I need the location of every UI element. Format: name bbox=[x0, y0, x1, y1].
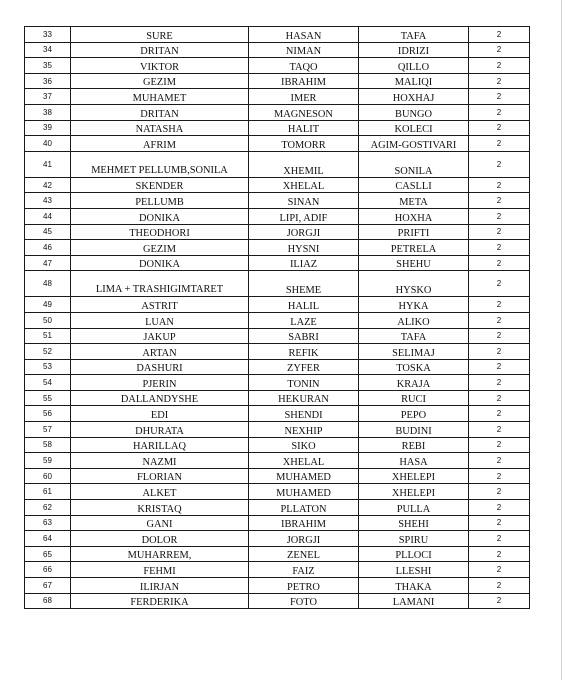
middle-name-cell: XHEMIL bbox=[249, 151, 359, 177]
last-name-cell: XHELEPI bbox=[359, 484, 469, 500]
last-name-cell: BUDINI bbox=[359, 422, 469, 438]
row-number-cell: 64 bbox=[25, 531, 71, 547]
value-cell: 2 bbox=[469, 136, 530, 152]
first-name-cell: HARILLAQ bbox=[71, 437, 249, 453]
middle-name-cell: HALIL bbox=[249, 297, 359, 313]
first-name-cell: ARTAN bbox=[71, 344, 249, 360]
last-name-cell: XHELEPI bbox=[359, 468, 469, 484]
row-number-cell: 53 bbox=[25, 359, 71, 375]
first-name-cell: PJERIN bbox=[71, 375, 249, 391]
row-number-cell: 67 bbox=[25, 578, 71, 594]
value-cell: 2 bbox=[469, 312, 530, 328]
row-number-cell: 46 bbox=[25, 240, 71, 256]
row-number-cell: 68 bbox=[25, 593, 71, 609]
last-name-cell: PULLA bbox=[359, 500, 469, 516]
value-cell: 2 bbox=[469, 578, 530, 594]
table-row bbox=[25, 593, 530, 609]
first-name-cell: GEZIM bbox=[71, 240, 249, 256]
table-row bbox=[25, 578, 530, 594]
row-number-cell: 62 bbox=[25, 500, 71, 516]
first-name-cell: MEHMET PELLUMB,SONILA bbox=[71, 151, 249, 177]
last-name-cell: TOSKA bbox=[359, 359, 469, 375]
value-cell: 2 bbox=[469, 271, 530, 297]
last-name-cell: QILLO bbox=[359, 58, 469, 74]
last-name-cell: PRIFTI bbox=[359, 224, 469, 240]
first-name-cell: ILIRJAN bbox=[71, 578, 249, 594]
roster-table-body bbox=[25, 27, 530, 609]
middle-name-cell: TAQO bbox=[249, 58, 359, 74]
first-name-cell: GANI bbox=[71, 515, 249, 531]
last-name-cell: HYKA bbox=[359, 297, 469, 313]
row-number-cell: 55 bbox=[25, 390, 71, 406]
first-name-cell: NATASHA bbox=[71, 120, 249, 136]
middle-name-cell: PLLATON bbox=[249, 500, 359, 516]
table-row bbox=[25, 546, 530, 562]
table-row bbox=[25, 27, 530, 43]
value-cell: 2 bbox=[469, 89, 530, 105]
table-row bbox=[25, 89, 530, 105]
table-row bbox=[25, 500, 530, 516]
first-name-cell: VIKTOR bbox=[71, 58, 249, 74]
table-row bbox=[25, 484, 530, 500]
value-cell: 2 bbox=[469, 208, 530, 224]
table-row bbox=[25, 531, 530, 547]
last-name-cell: IDRIZI bbox=[359, 42, 469, 58]
table-row bbox=[25, 453, 530, 469]
last-name-cell: HOXHA bbox=[359, 208, 469, 224]
first-name-cell: SKENDER bbox=[71, 177, 249, 193]
table-row bbox=[25, 151, 530, 177]
first-name-cell: MUHARREM, bbox=[71, 546, 249, 562]
row-number-cell: 66 bbox=[25, 562, 71, 578]
middle-name-cell: LAZE bbox=[249, 312, 359, 328]
row-number-cell: 35 bbox=[25, 58, 71, 74]
last-name-cell: SELIMAJ bbox=[359, 344, 469, 360]
table-row bbox=[25, 255, 530, 271]
row-number-cell: 54 bbox=[25, 375, 71, 391]
middle-name-cell: TONIN bbox=[249, 375, 359, 391]
table-row bbox=[25, 312, 530, 328]
value-cell: 2 bbox=[469, 390, 530, 406]
last-name-cell: MALIQI bbox=[359, 73, 469, 89]
middle-name-cell: JORGJI bbox=[249, 531, 359, 547]
middle-name-cell: IBRAHIM bbox=[249, 73, 359, 89]
table-row bbox=[25, 515, 530, 531]
table-row bbox=[25, 177, 530, 193]
row-number-cell: 60 bbox=[25, 468, 71, 484]
middle-name-cell: HASAN bbox=[249, 27, 359, 43]
value-cell: 2 bbox=[469, 297, 530, 313]
value-cell: 2 bbox=[469, 73, 530, 89]
table-row bbox=[25, 42, 530, 58]
value-cell: 2 bbox=[469, 562, 530, 578]
value-cell: 2 bbox=[469, 422, 530, 438]
row-number-cell: 39 bbox=[25, 120, 71, 136]
row-number-cell: 61 bbox=[25, 484, 71, 500]
first-name-cell: SURE bbox=[71, 27, 249, 43]
first-name-cell: FLORIAN bbox=[71, 468, 249, 484]
row-number-cell: 41 bbox=[25, 151, 71, 177]
first-name-cell: THEODHORI bbox=[71, 224, 249, 240]
value-cell: 2 bbox=[469, 359, 530, 375]
first-name-cell: DALLANDYSHE bbox=[71, 390, 249, 406]
first-name-cell: JAKUP bbox=[71, 328, 249, 344]
last-name-cell: RUCI bbox=[359, 390, 469, 406]
page-edge-line bbox=[561, 0, 562, 680]
row-number-cell: 52 bbox=[25, 344, 71, 360]
row-number-cell: 34 bbox=[25, 42, 71, 58]
row-number-cell: 33 bbox=[25, 27, 71, 43]
middle-name-cell: HALIT bbox=[249, 120, 359, 136]
last-name-cell: SHEHI bbox=[359, 515, 469, 531]
middle-name-cell: SHENDI bbox=[249, 406, 359, 422]
value-cell: 2 bbox=[469, 27, 530, 43]
table-row bbox=[25, 390, 530, 406]
middle-name-cell: IMER bbox=[249, 89, 359, 105]
value-cell: 2 bbox=[469, 193, 530, 209]
table-row bbox=[25, 468, 530, 484]
last-name-cell: CASLLI bbox=[359, 177, 469, 193]
row-number-cell: 42 bbox=[25, 177, 71, 193]
value-cell: 2 bbox=[469, 177, 530, 193]
last-name-cell: TAFA bbox=[359, 27, 469, 43]
middle-name-cell: SINAN bbox=[249, 193, 359, 209]
row-number-cell: 48 bbox=[25, 271, 71, 297]
value-cell: 2 bbox=[469, 58, 530, 74]
last-name-cell: META bbox=[359, 193, 469, 209]
last-name-cell: AGIM-GOSTIVARI bbox=[359, 136, 469, 152]
last-name-cell: PEPO bbox=[359, 406, 469, 422]
value-cell: 2 bbox=[469, 344, 530, 360]
last-name-cell: PETRELA bbox=[359, 240, 469, 256]
row-number-cell: 47 bbox=[25, 255, 71, 271]
table-row bbox=[25, 271, 530, 297]
row-number-cell: 56 bbox=[25, 406, 71, 422]
first-name-cell: DONIKA bbox=[71, 208, 249, 224]
row-number-cell: 50 bbox=[25, 312, 71, 328]
first-name-cell: FERDERIKA bbox=[71, 593, 249, 609]
row-number-cell: 37 bbox=[25, 89, 71, 105]
first-name-cell: DRITAN bbox=[71, 104, 249, 120]
first-name-cell: MUHAMET bbox=[71, 89, 249, 105]
row-number-cell: 58 bbox=[25, 437, 71, 453]
first-name-cell: NAZMI bbox=[71, 453, 249, 469]
last-name-cell: HOXHAJ bbox=[359, 89, 469, 105]
table-row bbox=[25, 120, 530, 136]
value-cell: 2 bbox=[469, 375, 530, 391]
first-name-cell: EDI bbox=[71, 406, 249, 422]
last-name-cell: SPIRU bbox=[359, 531, 469, 547]
value-cell: 2 bbox=[469, 224, 530, 240]
table-row bbox=[25, 193, 530, 209]
table-row bbox=[25, 375, 530, 391]
table-row bbox=[25, 208, 530, 224]
middle-name-cell: NIMAN bbox=[249, 42, 359, 58]
row-number-cell: 44 bbox=[25, 208, 71, 224]
middle-name-cell: REFIK bbox=[249, 344, 359, 360]
row-number-cell: 38 bbox=[25, 104, 71, 120]
value-cell: 2 bbox=[469, 42, 530, 58]
table-row bbox=[25, 562, 530, 578]
first-name-cell: PELLUMB bbox=[71, 193, 249, 209]
middle-name-cell: ZENEL bbox=[249, 546, 359, 562]
table-row bbox=[25, 359, 530, 375]
row-number-cell: 49 bbox=[25, 297, 71, 313]
row-number-cell: 63 bbox=[25, 515, 71, 531]
last-name-cell: KRAJA bbox=[359, 375, 469, 391]
middle-name-cell: ILIAZ bbox=[249, 255, 359, 271]
middle-name-cell: MUHAMED bbox=[249, 468, 359, 484]
first-name-cell: DRITAN bbox=[71, 42, 249, 58]
first-name-cell: DHURATA bbox=[71, 422, 249, 438]
table-row bbox=[25, 73, 530, 89]
middle-name-cell: SHEME bbox=[249, 271, 359, 297]
first-name-cell: LUAN bbox=[71, 312, 249, 328]
last-name-cell: REBI bbox=[359, 437, 469, 453]
value-cell: 2 bbox=[469, 328, 530, 344]
middle-name-cell: MUHAMED bbox=[249, 484, 359, 500]
table-row bbox=[25, 297, 530, 313]
middle-name-cell: JORGJI bbox=[249, 224, 359, 240]
row-number-cell: 40 bbox=[25, 136, 71, 152]
value-cell: 2 bbox=[469, 406, 530, 422]
value-cell: 2 bbox=[469, 500, 530, 516]
middle-name-cell: PETRO bbox=[249, 578, 359, 594]
middle-name-cell: XHELAL bbox=[249, 453, 359, 469]
first-name-cell: LIMA + TRASHIGIMTARET bbox=[71, 271, 249, 297]
value-cell: 2 bbox=[469, 151, 530, 177]
middle-name-cell: FAIZ bbox=[249, 562, 359, 578]
last-name-cell: PLLOCI bbox=[359, 546, 469, 562]
last-name-cell: THAKA bbox=[359, 578, 469, 594]
value-cell: 2 bbox=[469, 120, 530, 136]
middle-name-cell: TOMORR bbox=[249, 136, 359, 152]
last-name-cell: HYSKO bbox=[359, 271, 469, 297]
row-number-cell: 57 bbox=[25, 422, 71, 438]
first-name-cell: DASHURI bbox=[71, 359, 249, 375]
value-cell: 2 bbox=[469, 593, 530, 609]
value-cell: 2 bbox=[469, 531, 530, 547]
last-name-cell: KOLECI bbox=[359, 120, 469, 136]
first-name-cell: ASTRIT bbox=[71, 297, 249, 313]
middle-name-cell: ZYFER bbox=[249, 359, 359, 375]
last-name-cell: LLESHI bbox=[359, 562, 469, 578]
middle-name-cell: MAGNESON bbox=[249, 104, 359, 120]
value-cell: 2 bbox=[469, 104, 530, 120]
table-row bbox=[25, 422, 530, 438]
middle-name-cell: HEKURAN bbox=[249, 390, 359, 406]
value-cell: 2 bbox=[469, 484, 530, 500]
last-name-cell: LAMANI bbox=[359, 593, 469, 609]
last-name-cell: TAFA bbox=[359, 328, 469, 344]
middle-name-cell: HYSNI bbox=[249, 240, 359, 256]
row-number-cell: 51 bbox=[25, 328, 71, 344]
value-cell: 2 bbox=[469, 546, 530, 562]
row-number-cell: 59 bbox=[25, 453, 71, 469]
first-name-cell: ALKET bbox=[71, 484, 249, 500]
last-name-cell: HASA bbox=[359, 453, 469, 469]
roster-table bbox=[24, 26, 530, 609]
table-row bbox=[25, 224, 530, 240]
middle-name-cell: LIPI, ADIF bbox=[249, 208, 359, 224]
table-row bbox=[25, 58, 530, 74]
row-number-cell: 45 bbox=[25, 224, 71, 240]
first-name-cell: KRISTAQ bbox=[71, 500, 249, 516]
first-name-cell: DONIKA bbox=[71, 255, 249, 271]
table-row bbox=[25, 240, 530, 256]
row-number-cell: 65 bbox=[25, 546, 71, 562]
table-row bbox=[25, 437, 530, 453]
middle-name-cell: FOTO bbox=[249, 593, 359, 609]
last-name-cell: SONILA bbox=[359, 151, 469, 177]
value-cell: 2 bbox=[469, 437, 530, 453]
row-number-cell: 43 bbox=[25, 193, 71, 209]
table-row bbox=[25, 406, 530, 422]
first-name-cell: GEZIM bbox=[71, 73, 249, 89]
middle-name-cell: IBRAHIM bbox=[249, 515, 359, 531]
value-cell: 2 bbox=[469, 515, 530, 531]
middle-name-cell: SIKO bbox=[249, 437, 359, 453]
value-cell: 2 bbox=[469, 453, 530, 469]
table-row bbox=[25, 344, 530, 360]
middle-name-cell: NEXHIP bbox=[249, 422, 359, 438]
first-name-cell: AFRIM bbox=[71, 136, 249, 152]
row-number-cell: 36 bbox=[25, 73, 71, 89]
last-name-cell: BUNGO bbox=[359, 104, 469, 120]
first-name-cell: DOLOR bbox=[71, 531, 249, 547]
value-cell: 2 bbox=[469, 240, 530, 256]
value-cell: 2 bbox=[469, 468, 530, 484]
last-name-cell: ALIKO bbox=[359, 312, 469, 328]
table-row bbox=[25, 104, 530, 120]
middle-name-cell: XHELAL bbox=[249, 177, 359, 193]
value-cell: 2 bbox=[469, 255, 530, 271]
table-row bbox=[25, 136, 530, 152]
table-row bbox=[25, 328, 530, 344]
first-name-cell: FEHMI bbox=[71, 562, 249, 578]
last-name-cell: SHEHU bbox=[359, 255, 469, 271]
middle-name-cell: SABRI bbox=[249, 328, 359, 344]
